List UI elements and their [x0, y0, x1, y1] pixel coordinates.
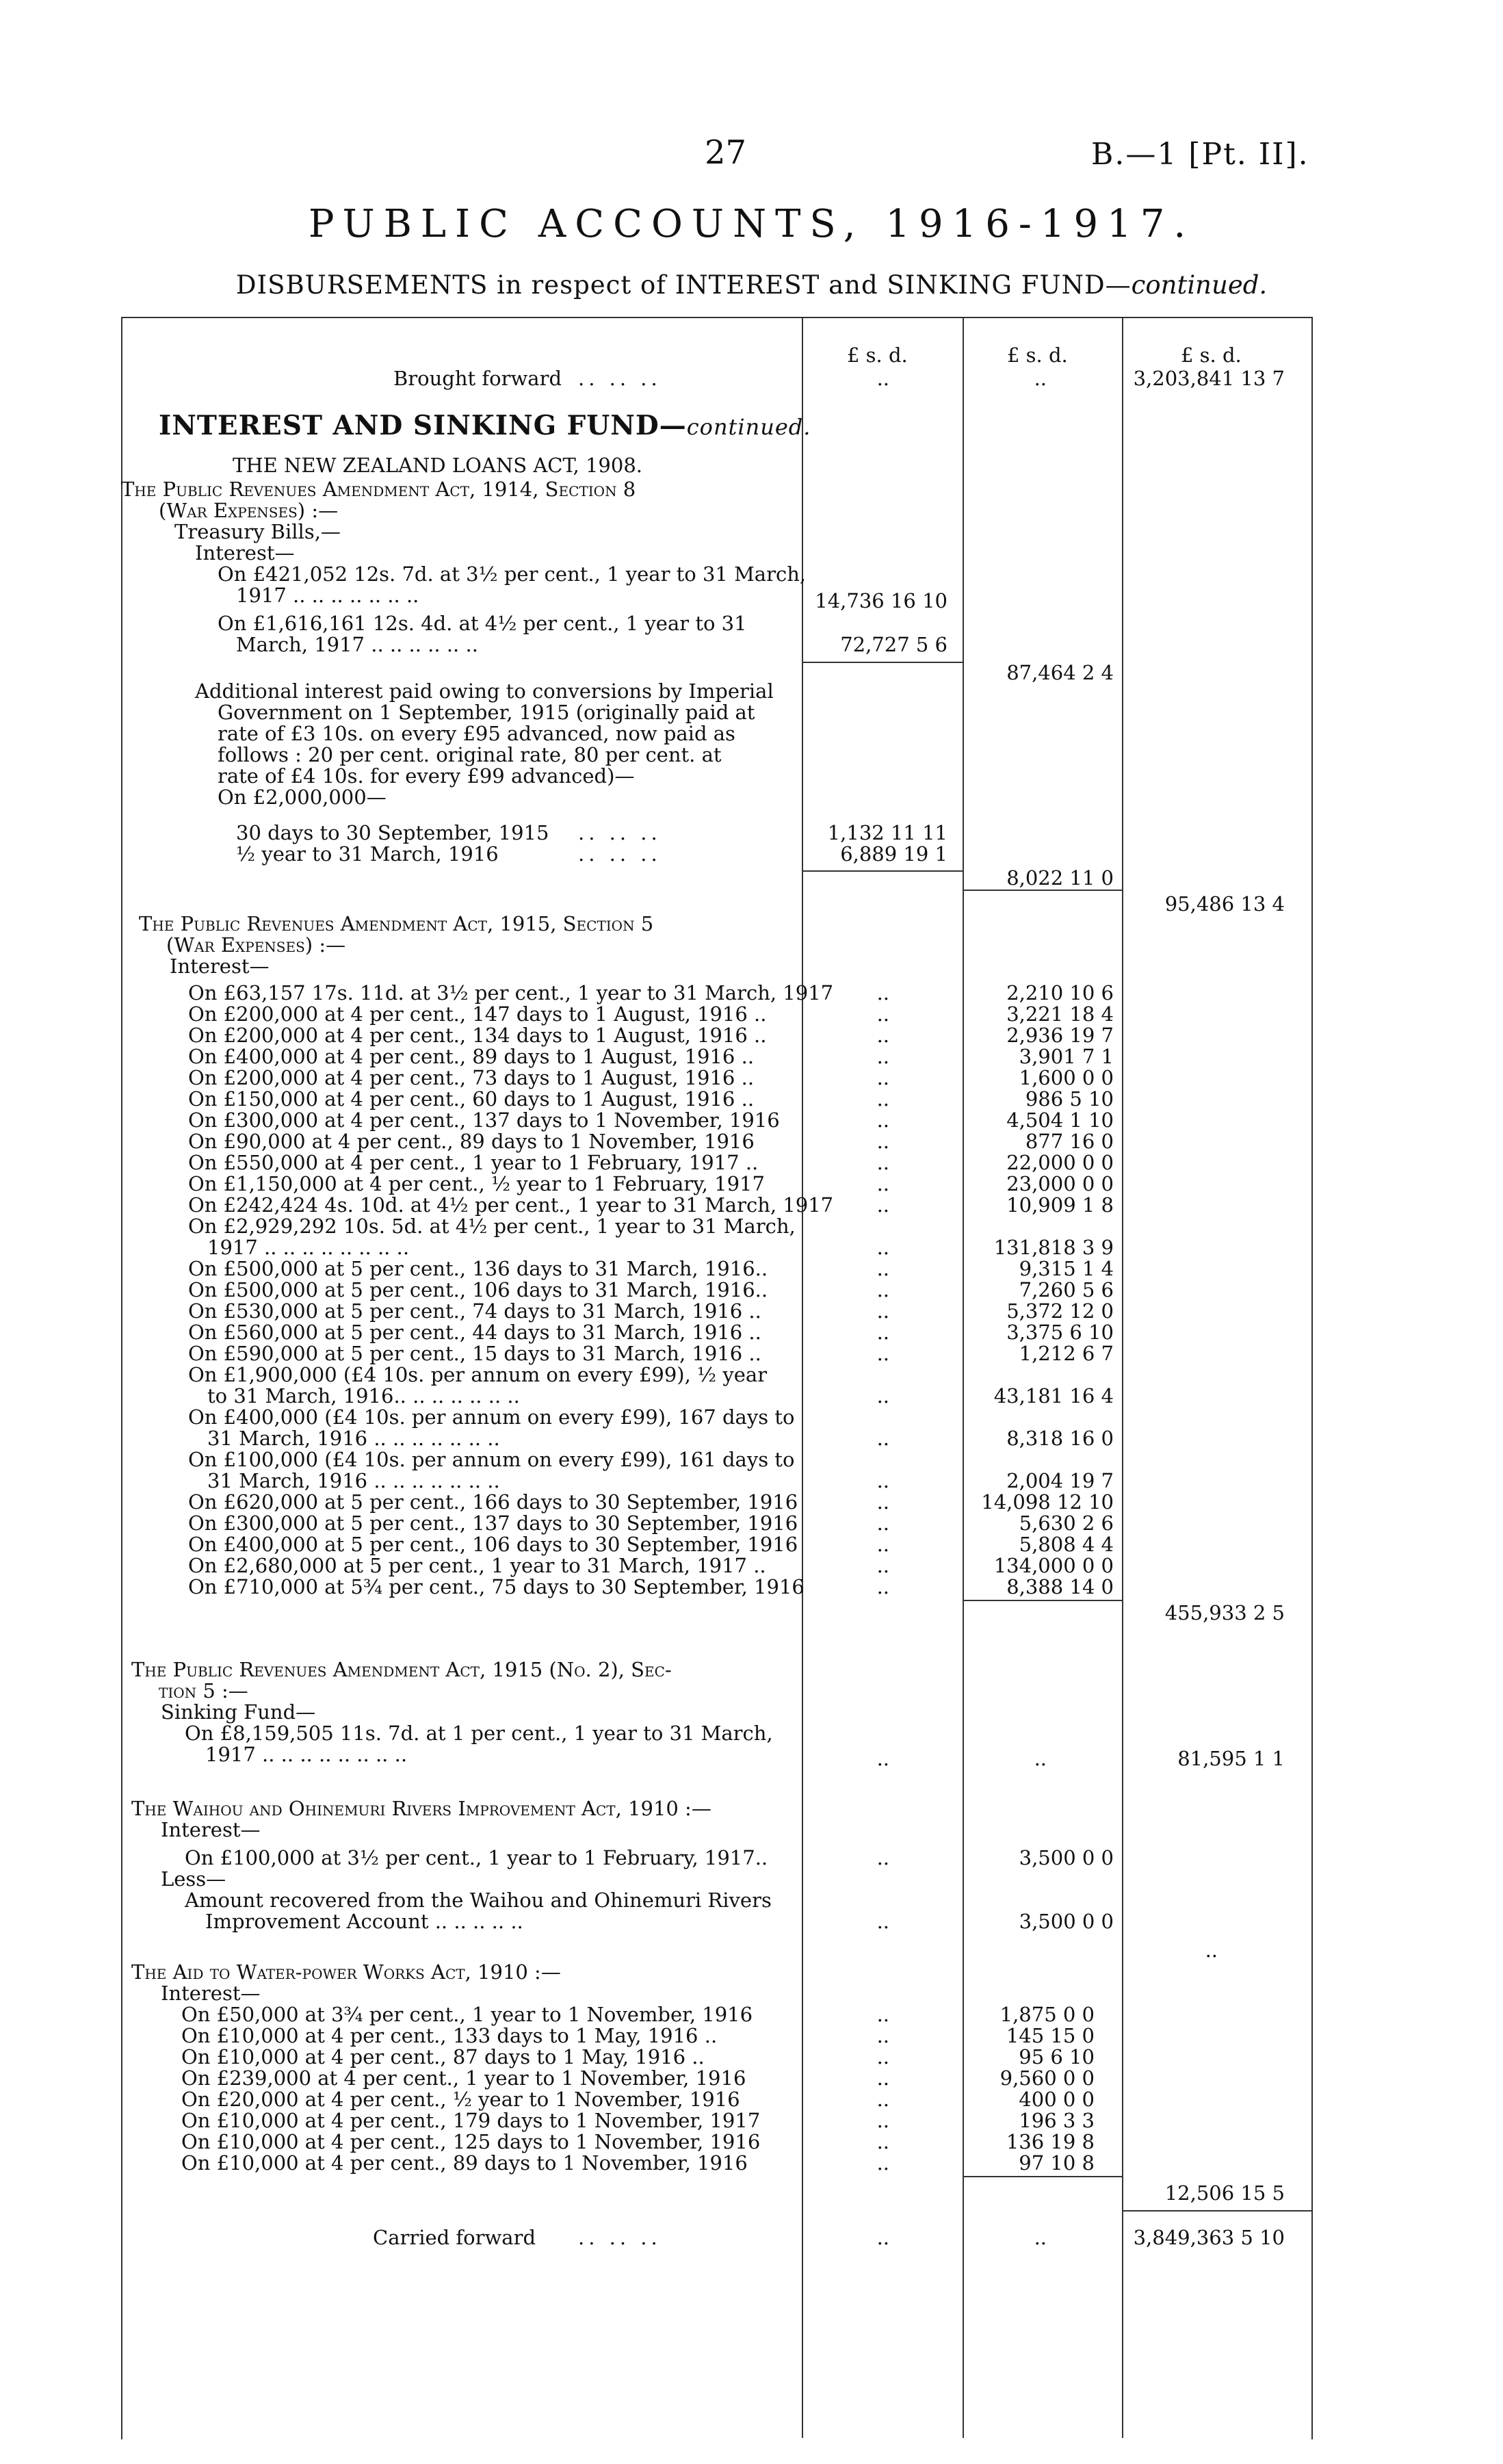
- act-1914-total: 95,486 13 4: [1164, 892, 1285, 916]
- col3-header: £ s. d.: [1181, 343, 1242, 367]
- water-power-item-8-c1: ..: [876, 2151, 889, 2175]
- additional-interest-line-3: rate of £3 10s. on every £95 advanced, now paid as: [218, 722, 735, 745]
- act-1915-item-1: On £63,157 17s. 11d. at 3½ per cent., 1 year to 31 March, 1917: [188, 981, 834, 1004]
- sinking-fund-item-line1: On £8,159,505 11s. 7d. at 1 per cent., 1 year to 31 March,: [185, 1722, 773, 1745]
- act-1915-item-14-c1: ..: [876, 1278, 889, 1301]
- water-power-total: 12,506 15 5: [1164, 2181, 1285, 2205]
- act-1914-interest-label: Interest—: [195, 541, 295, 565]
- water-power-item-3-c1: ..: [876, 2045, 889, 2069]
- water-power-item-5-c2: 400 0 0: [1019, 2088, 1095, 2111]
- sinking-fund-item-line2: 1917 .. .. .. .. .. .. .. ..: [205, 1743, 408, 1766]
- act-1915-item-3: On £200,000 at 4 per cent., 134 days to 1 August, 1916 ..: [188, 1024, 767, 1047]
- act-1915-item-13-c1: ..: [876, 1257, 889, 1280]
- act-1915-item-15-c2: 5,372 12 0: [1006, 1299, 1114, 1323]
- waihou-total: ..: [1205, 1938, 1218, 1962]
- waihou-item-c1: ..: [876, 1846, 889, 1869]
- act-1915-item-12-c2: 131,818 3 9: [993, 1236, 1114, 1259]
- act-1915-item-8-c1: ..: [876, 1130, 889, 1153]
- act-1915-item-9-c2: 22,000 0 0: [1006, 1151, 1114, 1174]
- act-1915-item-17-c1: ..: [876, 1342, 889, 1365]
- carried-forward-total: 3,849,363 5 10: [1133, 2226, 1285, 2249]
- act-1915-item-22: On £300,000 at 5 per cent., 137 days to 30 September, 1916: [188, 1512, 798, 1535]
- act-1915-item-18-c1: ..: [876, 1384, 889, 1408]
- waihou-recovered-line2: Improvement Account .. .. .. .. ..: [205, 1910, 523, 1933]
- additional-interest-line-2: Government on 1 September, 1915 (originally paid at: [218, 701, 755, 724]
- water-power-item-7: On £10,000 at 4 per cent., 125 days to 1 November, 1916: [181, 2130, 761, 2153]
- page-subtitle: [0, 270, 1503, 300]
- act-1915-item-25-c1: ..: [876, 1575, 889, 1598]
- act-1915-item-23: On £400,000 at 5 per cent., 106 days to 30 September, 1916: [188, 1533, 798, 1556]
- additional-interest-line-5: rate of £4 10s. for every £99 advanced)—: [218, 764, 635, 788]
- waihou-item-c2: 3,500 0 0: [1019, 1846, 1114, 1869]
- act-1915-item-21-c1: ..: [876, 1490, 889, 1514]
- waihou-interest-label: Interest—: [161, 1818, 261, 1841]
- act-1915-item-22-c2: 5,630 2 6: [1019, 1512, 1114, 1535]
- act-1915-item-20-c2: 2,004 19 7: [1006, 1469, 1114, 1492]
- sinking-fund-c2: ..: [1034, 1747, 1047, 1770]
- water-power-item-6: On £10,000 at 4 per cent., 179 days to 1 November, 1917: [181, 2109, 761, 2132]
- act-1915-item-3-c1: ..: [876, 1024, 889, 1047]
- carried-forward-rule: [1122, 2210, 1311, 2212]
- act-1915-item-24-c1: ..: [876, 1554, 889, 1577]
- brought-forward-c1: ..: [876, 367, 889, 390]
- waihou-act-heading: The Waihou and Ohinemuri Rivers Improvement Act, 1910 :—: [131, 1797, 711, 1820]
- section-heading: [159, 411, 811, 442]
- act-1915-interest-label: Interest—: [170, 955, 270, 978]
- act-1915-item-19-line2: 31 March, 1916 .. .. .. .. .. .. ..: [207, 1427, 500, 1450]
- conversion-item-2-label: ½ year to 31 March, 1916: [236, 842, 499, 866]
- act-1915-item-23-c2: 5,808 4 4: [1019, 1533, 1114, 1556]
- waihou-item: On £100,000 at 3½ per cent., 1 year to 1 February, 1917..: [185, 1846, 768, 1869]
- water-power-item-4-c2: 9,560 0 0: [999, 2066, 1095, 2090]
- act-1915-item-25-c2: 8,388 14 0: [1006, 1575, 1114, 1598]
- act-1914-item-1-line2: 1917 .. .. .. .. .. .. ..: [236, 584, 419, 607]
- act-1915-heading: The Public Revenues Amendment Act, 1915, Section 5: [139, 912, 654, 935]
- on-2-million-label: On £2,000,000—: [218, 786, 387, 809]
- document-reference: B.—1 [Pt. II].: [1091, 137, 1309, 172]
- subtotal-rule-2: [802, 870, 963, 872]
- water-power-item-3-c2: 95 6 10: [1019, 2045, 1095, 2069]
- water-power-item-7-c1: ..: [876, 2130, 889, 2153]
- conversion-item-2-dots: .. .. ..: [578, 842, 662, 866]
- act-1915-item-12-line1: On £2,929,292 10s. 5d. at 4½ per cent., 1 year to 31 March,: [188, 1215, 796, 1238]
- act-1915-item-3-c2: 2,936 19 7: [1006, 1024, 1114, 1047]
- water-power-item-6-c1: ..: [876, 2109, 889, 2132]
- water-power-item-1: On £50,000 at 3¾ per cent., 1 year to 1 November, 1916: [181, 2003, 753, 2026]
- act-1915-item-10: On £1,150,000 at 4 per cent., ½ year to 1 February, 1917: [188, 1172, 765, 1195]
- act-1915-item-16-c2: 3,375 6 10: [1006, 1321, 1114, 1344]
- act-1915-item-2-c2: 3,221 18 4: [1006, 1002, 1114, 1026]
- act-1915-item-9: On £550,000 at 4 per cent., 1 year to 1 February, 1917 ..: [188, 1151, 759, 1174]
- act-1915-item-8-c2: 877 16 0: [1025, 1130, 1114, 1153]
- water-power-item-2: On £10,000 at 4 per cent., 133 days to 1 May, 1916 ..: [181, 2024, 718, 2047]
- act-1915-item-25: On £710,000 at 5¾ per cent., 75 days to 30 September, 1916: [188, 1575, 805, 1598]
- act-1915-item-19-c2: 8,318 16 0: [1006, 1427, 1114, 1450]
- act-1915-item-12-c1: ..: [876, 1236, 889, 1259]
- col1-header: £ s. d.: [847, 343, 908, 367]
- carried-forward-c1: ..: [876, 2226, 889, 2249]
- act-1915-item-13-c2: 9,315 1 4: [1019, 1257, 1114, 1280]
- carried-forward-label: Carried forward: [373, 2226, 536, 2249]
- waihou-recovered-line1: Amount recovered from the Waihou and Ohinemuri Rivers: [185, 1889, 772, 1912]
- act-1915-item-6-c1: ..: [876, 1087, 889, 1111]
- act-1915-item-21-c2: 14,098 12 10: [981, 1490, 1114, 1514]
- subtitle-continued: continued.: [1131, 270, 1268, 300]
- act-1915-item-24-c2: 134,000 0 0: [993, 1554, 1114, 1577]
- subtotal-rule-3: [963, 890, 1122, 891]
- water-power-item-4-c1: ..: [876, 2066, 889, 2090]
- act-1915-item-18-line2: to 31 March, 1916.. .. .. .. .. .. ..: [207, 1384, 520, 1408]
- act-1915-item-1-c2: 2,210 10 6: [1006, 981, 1114, 1004]
- page-title: PUBLIC ACCOUNTS, 1916-1917.: [308, 202, 1195, 246]
- act-1915-item-19-line1: On £400,000 (£4 10s. per annum on every £99), 167 days to: [188, 1405, 795, 1429]
- act-1915-item-5: On £200,000 at 4 per cent., 73 days to 1 August, 1916 ..: [188, 1066, 755, 1089]
- column-divider-1: [802, 317, 803, 2438]
- carried-forward-c2: ..: [1034, 2226, 1047, 2249]
- water-power-item-8-c2: 97 10 8: [1019, 2151, 1095, 2175]
- additional-interest-line-1: Additional interest paid owing to conversions by Imperial: [195, 679, 774, 703]
- act-1915-item-23-c1: ..: [876, 1533, 889, 1556]
- act-1914-item-2-c1: 72,727 5 6: [840, 633, 947, 656]
- act-1915-total-rule: [963, 1600, 1122, 1601]
- water-power-item-6-c2: 196 3 3: [1019, 2109, 1095, 2132]
- act-1915-item-19-c1: ..: [876, 1427, 889, 1450]
- water-power-item-5-c1: ..: [876, 2088, 889, 2111]
- act-1915-item-4-c2: 3,901 7 1: [1019, 1045, 1114, 1068]
- act-1915-item-18-c2: 43,181 16 4: [993, 1384, 1114, 1408]
- page-number: 27: [705, 133, 747, 172]
- act-1915-item-14-c2: 7,260 5 6: [1019, 1278, 1114, 1301]
- water-power-total-rule: [963, 2176, 1122, 2177]
- subtotal-rule-1: [802, 662, 963, 663]
- waihou-recovered-c2: 3,500 0 0: [1019, 1910, 1114, 1933]
- act-1915-subheading: (War Expenses) :—: [166, 933, 346, 957]
- act-1915-item-4-c1: ..: [876, 1045, 889, 1068]
- act-1915-item-11-c1: ..: [876, 1193, 889, 1217]
- brought-forward-label: Brought forward: [393, 367, 562, 390]
- additional-interest-line-4: follows : 20 per cent. original rate, 80 per cent. at: [218, 743, 722, 766]
- act-1915-item-14: On £500,000 at 5 per cent., 106 days to 31 March, 1916..: [188, 1278, 768, 1301]
- act-1915-item-10-c2: 23,000 0 0: [1006, 1172, 1114, 1195]
- act-1915-item-21: On £620,000 at 5 per cent., 166 days to 30 September, 1916: [188, 1490, 798, 1514]
- act-1915-total: 455,933 2 5: [1164, 1601, 1285, 1624]
- water-power-item-2-c1: ..: [876, 2024, 889, 2047]
- act-1915-item-11: On £242,424 4s. 10d. at 4½ per cent., 1 year to 31 March, 1917: [188, 1193, 834, 1217]
- act-1914-item-1-c1: 14,736 16 10: [815, 589, 947, 612]
- subtitle-main: DISBURSEMENTS in respect of INTEREST and SINKING FUND—: [235, 270, 1132, 300]
- brought-forward-dots: .. .. ..: [578, 367, 662, 390]
- act-1915-item-7: On £300,000 at 4 per cent., 137 days to 1 November, 1916: [188, 1108, 780, 1132]
- act-1915-item-22-c1: ..: [876, 1512, 889, 1535]
- act-1914-item-2-line2: March, 1917 .. .. .. .. .. ..: [236, 633, 478, 656]
- sinking-fund-label: Sinking Fund—: [161, 1700, 316, 1724]
- act-1915-item-12-line2: 1917 .. .. .. .. .. .. .. ..: [207, 1236, 410, 1259]
- act-1915-item-11-c2: 10,909 1 8: [1006, 1193, 1114, 1217]
- act-1915-item-17-c2: 1,212 6 7: [1019, 1342, 1114, 1365]
- treasury-bills-label: Treasury Bills,—: [174, 520, 341, 543]
- act-1915-item-15-c1: ..: [876, 1299, 889, 1323]
- act-1915-item-6: On £150,000 at 4 per cent., 60 days to 1 August, 1916 ..: [188, 1087, 755, 1111]
- act-1915-item-4: On £400,000 at 4 per cent., 89 days to 1 August, 1916 ..: [188, 1045, 755, 1068]
- section-heading-continued: continued.: [686, 414, 811, 440]
- act-1915-item-6-c2: 986 5 10: [1025, 1087, 1114, 1111]
- water-power-interest-label: Interest—: [161, 1982, 261, 2005]
- act-1915-item-8: On £90,000 at 4 per cent., 89 days to 1 November, 1916: [188, 1130, 755, 1153]
- water-power-item-5: On £20,000 at 4 per cent., ½ year to 1 November, 1916: [181, 2088, 740, 2111]
- water-power-item-2-c2: 145 15 0: [1006, 2024, 1095, 2047]
- act-1915-item-16-c1: ..: [876, 1321, 889, 1344]
- act-1915-item-7-c2: 4,504 1 10: [1006, 1108, 1114, 1132]
- act-1915-item-20-c1: ..: [876, 1469, 889, 1492]
- waihou-less-label: Less—: [161, 1867, 226, 1891]
- act-1915-item-9-c1: ..: [876, 1151, 889, 1174]
- brought-forward-c2: ..: [1034, 367, 1047, 390]
- act-1915-item-1-c1: ..: [876, 981, 889, 1004]
- act-1915-item-13: On £500,000 at 5 per cent., 136 days to 31 March, 1916..: [188, 1257, 768, 1280]
- act-1914-item-2-line1: On £1,616,161 12s. 4d. at 4½ per cent., 1 year to 31: [218, 612, 747, 635]
- act-1915-item-15: On £530,000 at 5 per cent., 74 days to 31 March, 1916 ..: [188, 1299, 761, 1323]
- act-1914-heading: The Public Revenues Amendment Act, 1914, Section 8: [121, 478, 636, 501]
- sinking-fund-c1: ..: [876, 1747, 889, 1770]
- water-power-item-1-c1: ..: [876, 2003, 889, 2026]
- water-power-act-heading: The Aid to Water-power Works Act, 1910 :—: [131, 1960, 561, 1984]
- act-1915-item-20-line2: 31 March, 1916 .. .. .. .. .. .. ..: [207, 1469, 500, 1492]
- water-power-item-1-c2: 1,875 0 0: [999, 2003, 1095, 2026]
- carried-forward-dots: .. .. ..: [578, 2226, 662, 2249]
- waihou-recovered-c1: ..: [876, 1910, 889, 1933]
- act-1915-item-17: On £590,000 at 5 per cent., 15 days to 31 March, 1916 ..: [188, 1342, 761, 1365]
- act-1915-item-7-c1: ..: [876, 1108, 889, 1132]
- section-heading-bold: INTEREST AND SINKING FUND—: [159, 410, 687, 441]
- sinking-fund-total: 81,595 1 1: [1177, 1747, 1285, 1770]
- water-power-item-3: On £10,000 at 4 per cent., 87 days to 1 May, 1916 ..: [181, 2045, 705, 2069]
- act-1914-subtotal-2: 8,022 11 0: [1006, 866, 1114, 890]
- conversion-item-1-c1: 1,132 11 11: [827, 821, 947, 844]
- nz-loans-act-heading: THE NEW ZEALAND LOANS ACT, 1908.: [233, 454, 643, 477]
- water-power-item-8: On £10,000 at 4 per cent., 89 days to 1 November, 1916: [181, 2151, 748, 2175]
- column-divider-3: [1122, 317, 1123, 2438]
- brought-forward-c3: 3,203,841 13 7: [1133, 367, 1285, 390]
- act-1915-item-2-c1: ..: [876, 1002, 889, 1026]
- act-1915-no2-heading: The Public Revenues Amendment Act, 1915 (No. 2), Sec-: [131, 1658, 672, 1681]
- act-1915-item-24: On £2,680,000 at 5 per cent., 1 year to 31 March, 1917 ..: [188, 1554, 766, 1577]
- conversion-item-1-dots: .. .. ..: [578, 821, 662, 844]
- act-1914-subheading: (War Expenses) :—: [159, 499, 339, 522]
- act-1915-no2-subheading: tion 5 :—: [159, 1679, 248, 1702]
- water-power-item-7-c2: 136 19 8: [1006, 2130, 1095, 2153]
- conversion-item-1-label: 30 days to 30 September, 1915: [236, 821, 549, 844]
- act-1914-subtotal-1: 87,464 2 4: [1006, 661, 1114, 684]
- act-1915-item-16: On £560,000 at 5 per cent., 44 days to 31 March, 1916 ..: [188, 1321, 761, 1344]
- act-1915-item-2: On £200,000 at 4 per cent., 147 days to 1 August, 1916 ..: [188, 1002, 767, 1026]
- act-1914-item-1-line1: On £421,052 12s. 7d. at 3½ per cent., 1 year to 31 March,: [218, 562, 807, 586]
- act-1915-item-10-c1: ..: [876, 1172, 889, 1195]
- column-divider-2: [963, 317, 964, 2438]
- col2-header: £ s. d.: [1007, 343, 1068, 367]
- act-1915-item-5-c1: ..: [876, 1066, 889, 1089]
- act-1915-item-5-c2: 1,600 0 0: [1019, 1066, 1114, 1089]
- water-power-item-4: On £239,000 at 4 per cent., 1 year to 1 November, 1916: [181, 2066, 746, 2090]
- act-1915-item-20-line1: On £100,000 (£4 10s. per annum on every £99), 161 days to: [188, 1448, 795, 1471]
- conversion-item-2-c1: 6,889 19 1: [840, 842, 947, 866]
- act-1915-item-18-line1: On £1,900,000 (£4 10s. per annum on every £99), ½ year: [188, 1363, 768, 1386]
